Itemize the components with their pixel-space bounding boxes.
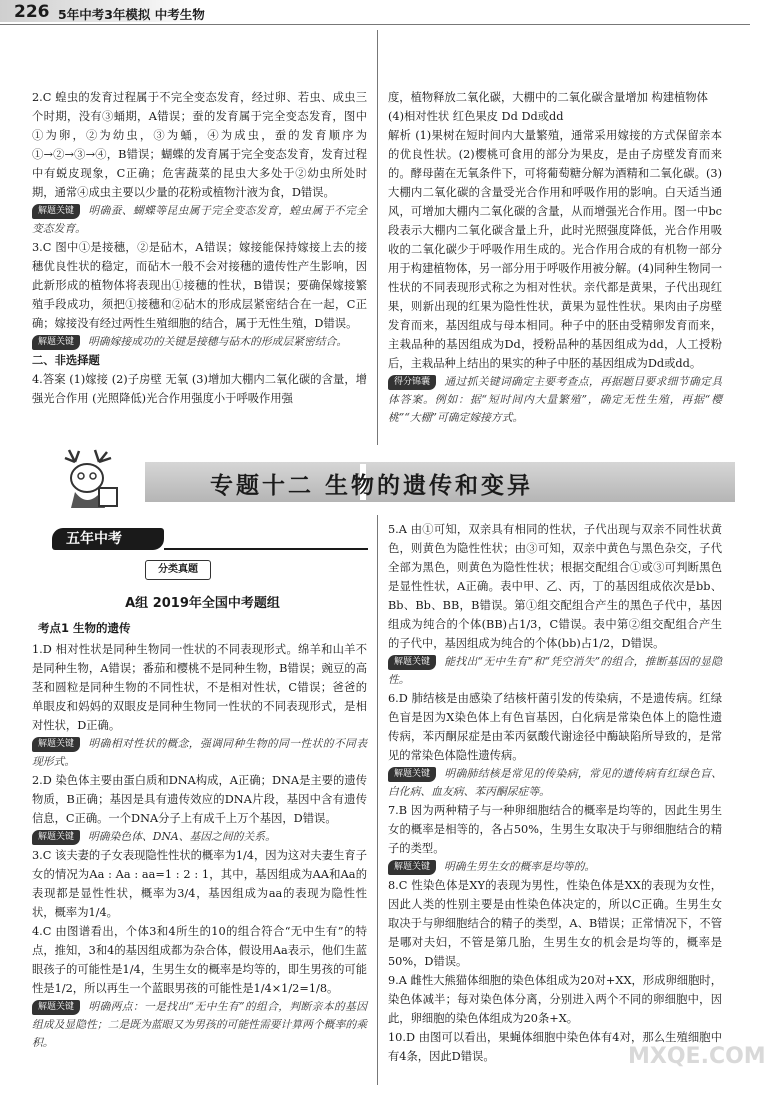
note-box xyxy=(388,373,722,427)
note-tag: 解题关键 xyxy=(32,830,80,845)
column-divider-bottom xyxy=(377,515,378,1085)
note-text: 明确生男生女的概率是均等的。 xyxy=(444,860,596,873)
note-box xyxy=(32,333,367,351)
note-box xyxy=(32,202,367,238)
right-column-top xyxy=(388,88,722,427)
note-tag: 解题关键 xyxy=(32,204,80,219)
note-tag: 解题关键 xyxy=(32,737,80,752)
note-text: 通过抓关键词确定主要考查点，再据题目要求细节确定具体答案。例如：据“短时间内大量繁殖”，确定无性生殖，再据“樱桃”“大棚”可确定嫁接方式。 xyxy=(388,375,722,424)
analysis-text: 解析 (1)果树在短时间内大量繁殖，通常采用嫁接的方式保留亲本的优良性状。(2)樱桃可食用的部分为果皮，是由子房壁发育而来的。酵母菌在无氧条件下，可将葡萄糖分解为酒精和二氧化碳。(3)大棚内二氧化碳的含量受光合作用和呼吸作用的影响。白天适当通风，可增加大棚内二氧化碳的含量，从而增强光合作用。图一中bc段表示大棚内二氧化碳含量上升，此时光照强度降低，光合作用吸收的二氧化碳少于呼吸作用生成的。光合作用合成的有机物一部分用于构建植物体，另一部分用于呼吸作用被分解。(4)同种生物同一性状的不同表现形式称之为相对性状。亲代都是黄果，子代出现红果，则新出现的红果为隐性性状，黄果为显性性状。果肉由子房壁发育而来，基因组成与母本相同。种子中的胚由受精卵发育而来，主栽品种的基因组成为Dd，授粉品种的基因组成为dd，人工授粉后，主栽品种上结出的果实的种子中胚的基因组成为Dd或dd。 xyxy=(388,129,722,370)
answer-10: 10.D 由图可以看出，果蝇体细胞中染色体有4对，那么生殖细胞中有4条，因此D错误。 xyxy=(388,1031,722,1063)
book-title: 5年中考3年模拟 中考生物 xyxy=(58,7,205,22)
five-year-rule xyxy=(164,548,368,550)
note-box xyxy=(388,765,722,801)
answer-8: 8.C 性染色体是XY的表现为男性，性染色体是XX的表现为女性，因此人类的性别主要是由性染色体决定的，所以C正确。生男生女取决于与卵细胞结合的精子的类型，A、B错误；正常情况下，不管是哪对夫妇，不管是第几胎，生男生女的机会是均等的，概率是50%，D错误。 xyxy=(388,879,722,968)
note-box xyxy=(32,828,367,846)
five-year-section xyxy=(38,528,338,554)
note-box xyxy=(388,653,722,689)
section-heading: 二、非选择题 xyxy=(32,354,100,367)
answer-4: 4.答案 (1)嫁接 (2)子房壁 无氧 (3)增加大棚内二氧化碳的含量，增强光合作用 (光照降低)光合作用强度小于呼吸作用强 xyxy=(32,373,367,405)
answer-4-part4: (4)相对性状 红色果皮 Dd Dd或dd xyxy=(388,110,564,123)
note-tag: 解题关键 xyxy=(32,1000,80,1015)
answer-3: 3.C 图中①是接穗，②是砧木，A错误；嫁接能保持嫁接上去的接穗优良性状的稳定，而砧木一般不会对接穗的遗传性产生影响，因此新形成的植物体将表现出①接穗的性状，B错误；要确保嫁接繁殖手段成功，须把①接穗和②砧木的形成层紧密结合在一起，C正确；嫁接没有经过两性生殖细胞的结合，属于无性生殖，D错误。 xyxy=(32,241,367,330)
note-text: 明确相对性状的概念，强调同种生物的同一性状的不同表现形式。 xyxy=(32,737,367,768)
answer-4: 4.C 由图谱看出，个体3和4所生的10的组合符合“无中生有”的特点，推知，3和4的基因组成都为杂合体，假设用Aa表示，他们生蓝眼孩子的可能性是1/4，生男生女的概率是均等的，即生男孩的可能性是1/2，所以再生一个蓝眼男孩的可能性是1/4×1/2=1/8。 xyxy=(32,925,367,995)
answer-2: 2.D 染色体主要由蛋白质和DNA构成，A正确；DNA是主要的遗传物质，B正确；基因是具有遗传效应的DNA片段，基因中含有遗传信息，C正确。一个DNA分子上有成千上万个基因，D错误。 xyxy=(32,774,367,825)
chapter-title: 专题十二 生物的遗传和变异 xyxy=(210,473,534,499)
left-column-top xyxy=(32,88,367,408)
page-header xyxy=(0,0,750,38)
answer-5: 5.A 由①可知，双亲具有相同的性状，子代出现与双亲不同性状黄色，则黄色为隐性性状；由③可知，双亲中黄色与黑色杂交，子代全部为黑色，则黄色为隐性性状；根据交配组合①或③可判断黑色是显性性状，A正确。表中甲、乙、丙，丁的基因组成依次是bb、Bb、Bb、BB，B错误。第①组交配组合产生的黑色子代中，基因组成为纯合的个体(BB)占1/3，C错误。表中第②组交配组合产生的子代中，基因组成为纯合的个体(bb)占1/2，D错误。 xyxy=(388,523,722,650)
knowledge-point-title: 考点1 生物的遗传 xyxy=(38,621,131,635)
five-year-label: 五年中考 xyxy=(52,528,164,550)
note-tag: 得分锦囊 xyxy=(388,375,436,390)
note-box xyxy=(32,998,367,1052)
note-tag: 解题关键 xyxy=(32,335,80,350)
note-tag: 解题关键 xyxy=(388,860,436,875)
answer-3: 3.C 该夫妻的子女表现隐性性状的概率为1/4，因为这对夫妻生育子女的情况为Aa : Aa : aa=1 : 2 : 1，其中，基因组成为AA和Aa的表现都是显性性状，概率为3/4，基因组成为aa的表现为隐性性状，概率为1/4。 xyxy=(32,849,367,919)
right-column-bottom xyxy=(388,520,722,1066)
note-text: 明确肺结核是常见的传染病，常见的遗传病有红绿色盲、白化病、血友病、苯丙酮尿症等。 xyxy=(388,767,722,798)
chapter-banner xyxy=(50,452,740,508)
page-number: 226 xyxy=(14,2,50,22)
answer-1: 1.D 相对性状是同种生物同一性状的不同表现形式。绵羊和山羊不是同种生物，A错误；番茄和樱桃不是同种生物，B错误；豌豆的高茎和圆粒是同种生物的不同性状，不是相对性状，C错误；爸爸的单眼皮和妈妈的双眼皮是同种生物同一性状的不同表现形式，是相对性状，D正确。 xyxy=(32,643,367,732)
note-box xyxy=(32,735,367,771)
note-tag: 解题关键 xyxy=(388,767,436,782)
answer-4-continued: 度，植物释放二氧化碳，大棚中的二氧化碳含量增加 构建植物体 xyxy=(388,91,708,104)
category-label: 分类真题 xyxy=(145,560,211,580)
left-column-bottom xyxy=(32,640,367,1052)
header-rule xyxy=(0,24,750,25)
note-box xyxy=(388,858,722,876)
column-divider-top xyxy=(377,30,378,445)
watermark: MXQE.COM xyxy=(628,1044,766,1069)
group-title: A组 2019年全国中考题组 xyxy=(125,596,280,611)
note-text: 能找出“无中生有”和“凭空消失”的组合，推断基因的显隐性。 xyxy=(388,655,722,686)
note-tag: 解题关键 xyxy=(388,655,436,670)
note-text: 明确嫁接成功的关键是接穗与砧木的形成层紧密结合。 xyxy=(88,335,348,348)
answer-7: 7.B 因为两种精子与一种卵细胞结合的概率是均等的，因此生男生女的概率是相等的，各占50%，生男生女取决于与卵细胞结合的精子的类型。 xyxy=(388,804,722,855)
note-text: 明确两点：一是找出“无中生有”的组合，判断亲本的基因组成及显隐性；二是既为蓝眼又为男孩的可能性需要计算两个概率的乘积。 xyxy=(32,1000,367,1049)
note-text: 明确蚕、蝴蝶等昆虫属于完全变态发育，蝗虫属于不完全变态发育。 xyxy=(32,204,367,235)
answer-6: 6.D 肺结核是由感染了结核杆菌引发的传染病，不是遗传病。红绿色盲是因为X染色体上有色盲基因，白化病是常染色体上的隐性遗传病，苯丙酮尿症是由苯丙氨酸代谢途径中酶缺陷所导致的，是常见的常染色体隐性遗传病。 xyxy=(388,692,722,762)
note-text: 明确染色体、DNA、基因之间的关系。 xyxy=(88,830,276,843)
answer-9: 9.A 雌性大熊猫体细胞的染色体组成为20对+XX，形成卵细胞时，染色体减半；每对染色体分离，分别进入两个不同的卵细胞中，因此，卵细胞的染色体组成为20条+X。 xyxy=(388,974,722,1025)
answer-2: 2.C 蝗虫的发育过程属于不完全变态发育，经过卵、若虫、成虫三个时期，没有③蛹期，A错误；蚕的发育属于完全变态发育，图中①为卵，②为幼虫，③为蛹，④为成虫，蚕的发育顺序为①→②→③→④，B错误；蝴蝶的发育属于完全变态发育，发育过程中有蜕皮现象，C正确；危害蔬菜的昆虫大多处于②幼虫所处时期，通常④成虫主要以少量的花粉或植物汁液为食，D错误。 xyxy=(32,91,367,199)
deer-mascot-icon xyxy=(55,448,125,510)
